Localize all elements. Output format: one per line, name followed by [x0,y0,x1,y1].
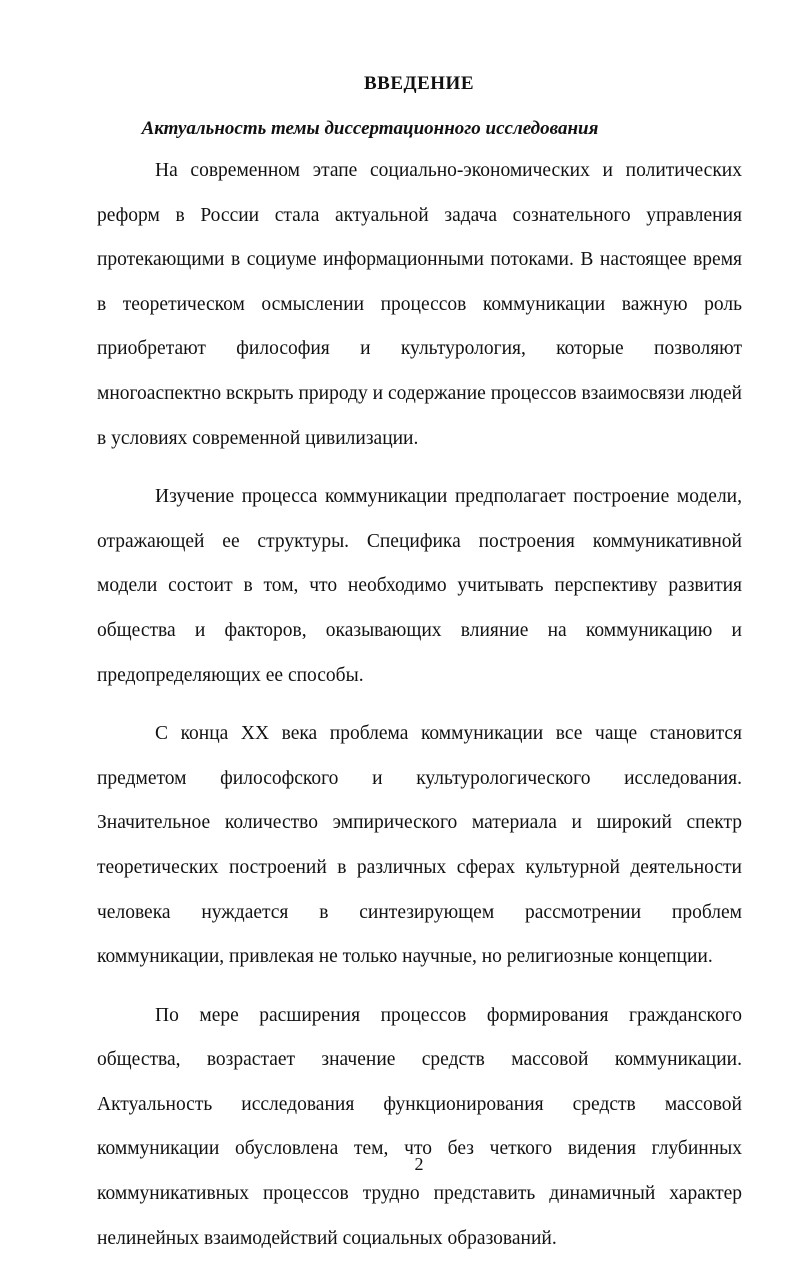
paragraph-1: На современном этапе социально-экономических и политических реформ в России стала актуальной задача сознательного управления протекающими в социуме информационными потоками. В настоящее время в теоретическом осмыслении процессов коммуникации важную роль приобретают философия и культурология, которые позволяют многоаспектно вскрыть природу и содержание процессов взаимосвязи людей в условиях современной цивилизации. [97,160,742,449]
paragraph-2: Изучение процесса коммуникации предполагает построение модели, отражающей ее структуры. Специфика построения коммуникативной модели состоит в том, что необходимо учитывать перспективу развития общества и факторов, оказывающих влияние на коммуникацию и предопределяющих ее способы. [97,486,742,686]
paragraph-4: По мере расширения процессов формирования гражданского общества, возрастает значение средств массовой коммуникации. Актуальность исследования функционирования средств массовой коммуникации обусловлена тем, что без четкого видения глубинных коммуникативных процессов трудно представить динамичный характер нелинейных взаимодействий социальных образований. [97,1004,742,1249]
section-subtitle: Актуальность темы диссертационного исследования [141,118,599,139]
page-number: 2 [414,1154,424,1174]
paragraph-3: С конца XX века проблема коммуникации все чаще становится предметом философского и культурологического исследования. Значительное количество эмпирического материала и широкий спектр теоретических построений в различных сферах культурной деятельности человека нуждается в синтезирующем рассмотрении проблем коммуникации, привлекая не только научные, но религиозные концепции. [97,723,742,968]
body-text [97,149,742,1261]
section-title: ВВЕДЕНИЕ [364,73,474,94]
